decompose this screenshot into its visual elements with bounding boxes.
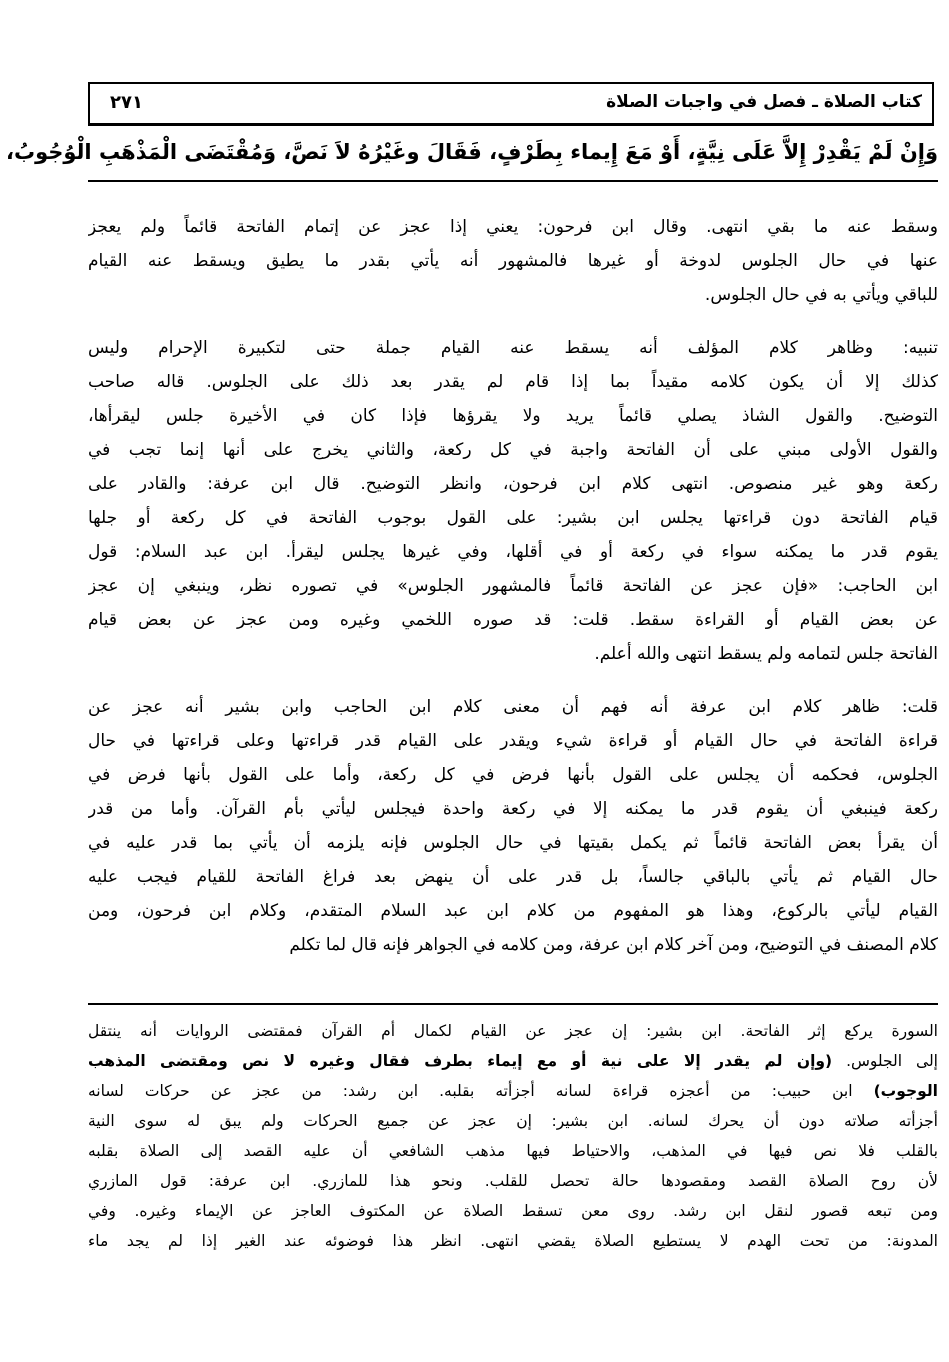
paragraph-3 (88, 690, 938, 962)
text-line: عن بعض القيام أو القراءة سقط. قلت: قد صوره اللخمي وغيره ومن عجز عن بعض قيام (88, 610, 938, 630)
text-line: للباقي ويأتي به في حال الجلوس. (704, 285, 938, 305)
text-line: أن يقرأ بعض الفاتحة قائماً ثم يكمل بقيتها في حال الجلوس فإنه يلزمه أن يأتي بما قدر عليه في (88, 833, 938, 853)
paragraph-2 (88, 331, 938, 671)
text-line: ركعة وهو غير منصوص. انتهى كلام ابن فرحون، وانظر التوضيح. قال ابن عرفة: والقادر على (88, 474, 938, 494)
footnote-divider (88, 1003, 938, 1005)
footnote (88, 1016, 938, 1256)
running-header (88, 82, 934, 126)
footnote-line (88, 1076, 938, 1106)
paragraph-1 (88, 210, 938, 312)
text-line: قلت: ظاهر كلام ابن عرفة أنه فهم أن معنى كلام ابن الحاجب وابن بشير أنه عجز عن (88, 697, 938, 717)
text-line: عنها في حال الجلوس لدوخة أو غيرها فالمشهور أنه يأتي بقدر ما يطيق ويسقط عنه القيام (88, 251, 938, 271)
footnote-quoted-matn: الوجوب) (873, 1082, 938, 1100)
text-line: الفاتحة جلس لتمامه ولم يسقط انتهى والله أعلم. (594, 644, 938, 664)
commentary (88, 210, 938, 981)
footnote-line: المدونة: من تحت الهدم لا يستطيع الصلاة يقضي انتهى. انظر هذا فوضوئه عند الغير إذا لم يجد ماء (88, 1232, 938, 1250)
footnote-line (88, 1046, 938, 1076)
text-line: كذلك إلا أن يكون كلامه مقيداً بما إذا قام لم يقدر بعد ذلك على الجلوس. قاله صاحب (88, 372, 938, 392)
text-line: الجلوس، فحكمه أن يجلس على القول بأنها فرض في كل ركعة، وأما على القول بأنها فرض في (88, 765, 938, 785)
text-line: التوضيح. والقول الشاذ يصلي قائماً يريد ولا يقرؤها فإذا كان في الأخيرة جلس ليقرأها، (88, 406, 938, 426)
text-line: ركعة فينبغي أن يقوم قدر ما يمكنه إلا في ركعة واحدة فيجلس ليأتي بأم القرآن. وأما من قدر (88, 799, 938, 819)
text-line: تنبيه: وظاهر كلام المؤلف أنه يسقط عنه القيام جملة حتى لتكبيرة الإحرام وليس (88, 338, 938, 358)
footnote-line: أجزأته صلاته دون أن يحرك لسانه. ابن بشير: إن عجز عن جميع الحركات ولم يبق له سوى النية (88, 1112, 938, 1130)
text-line: والقول الأولى مبني على أن الفاتحة واجبة في كل ركعة، والثاني يخرج على أنها إنما تجب في (88, 440, 938, 460)
text-line: كلام المصنف في التوضيح، ومن آخر كلام ابن عرفة، ومن كلامه في الجواهر فإنه قال لما تكلم (289, 935, 938, 955)
text-line: القيام ليأتي بالركوع، وهذا هو المفهوم من كلام ابن عبد السلام المتقدم، وكلام ابن فرحون، ومن (88, 901, 938, 921)
footnote-text: ابن حبيب: من أعجزه قراءة لسانه أجزأته بقلبه. ابن رشد: من عجز عن حركات لسانه (88, 1082, 853, 1100)
matn-divider (88, 180, 938, 182)
text-line: يقوم قدر ما يمكنه سواء في ركعة أو في أقلها، وفي غيرها يجلس ليقرأ. ابن عبد السلام: قول (88, 542, 938, 562)
text-line: وسقط عنه ما بقي انتهى. وقال ابن فرحون: يعني إذا عجز عن إتمام الفاتحة قائماً ولم يعجز (88, 217, 938, 237)
footnote-text: إلى الجلوس. (846, 1052, 938, 1070)
footnote-line: بالقلب فلا نص فيها في المذهب، والاحتياط فيها مذهب الشافعي أن عليه القصد إلى الصلاة بقلبه (88, 1142, 938, 1160)
chapter-title: كتاب الصلاة ـ فصل في واجبات الصلاة (606, 92, 922, 112)
footnote-line: لأن روح الصلاة القصد ومقصودها حالة تحصل للقلب. ونحو هذا للمازري. ابن عرفة: قول المازري (88, 1172, 938, 1190)
text-line: قراءة الفاتحة في حال القيام أو قراءة شيء ويقدر على القيام قدر قراءتها وعلى قراءتها في حال (88, 731, 938, 751)
text-line: ابن الحاجب: «فإن عجز عن الفاتحة قائماً فالمشهور الجلوس» في تصوره نظر، وينبغي إن عجز (88, 576, 938, 596)
footnote-quoted-matn: (وإن لم يقدر إلا على نية أو مع إيماء بطرف فقال وغيره لا نص ومقتضى المذهب (88, 1052, 833, 1070)
text-line: قيام الفاتحة دون قراءتها يجلس ابن بشير: على القول بوجوب الفاتحة في كل ركعة أو جلها (88, 508, 938, 528)
page-number: ٢٧١ (110, 92, 143, 113)
footnote-line: ومن تبعه قصور لنقل ابن رشد. روى معن تسقط الصلاة عن المكتوف العاجز عن الإيماء وغيره. وفي (88, 1202, 938, 1220)
matn-text: وَإِنْ لَمْ يَقْدِرْ إِلاَّ عَلَى نِيَّةٍ، أَوْ مَعَ إِيماء بِطَرْفٍ، فَقَالَ وغَيْرُهُ لاَ نَصَّ، وَمُقْتَضَى الْمَذْهَبِ الْوُجُوبُ، (6, 140, 938, 164)
footnote-line: السورة يركع إثر الفاتحة. ابن بشير: إن عجز عن القيام لكمال أم القرآن فمقتضى الروايات أنه ينتقل (88, 1022, 938, 1040)
text-line: حال القيام ثم يأتي بالباقي جالساً، بل قدر على أن ينهض بعد فراغ الفاتحة للقيام فيجب عليه (88, 867, 938, 887)
